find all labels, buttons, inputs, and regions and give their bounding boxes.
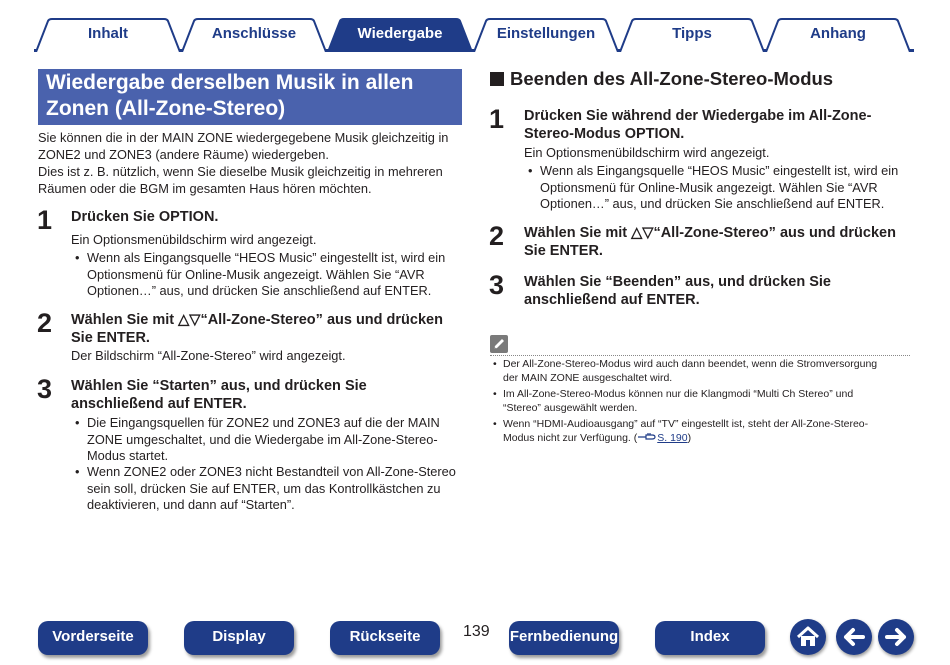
bullet-dot: •	[75, 250, 80, 265]
step-title-line: anschließend auf ENTER.	[524, 292, 700, 308]
section-title-line: Zonen (All-Zone-Stereo)	[46, 97, 286, 120]
tab-einstellungen[interactable]	[472, 18, 620, 52]
memo-pencil-icon	[490, 335, 508, 353]
step-number: 2	[37, 308, 53, 338]
step-number: 3	[37, 374, 53, 404]
tab-label: Einstellungen	[496, 25, 596, 42]
bullet-dot: •	[493, 418, 497, 430]
step-note: Ein Optionsmenübildschirm wird angezeigt.	[524, 145, 770, 160]
note-text: )	[687, 432, 692, 444]
bullet-line: Modus startet.	[87, 448, 169, 463]
bullet-dot: •	[493, 358, 497, 370]
home-button[interactable]	[790, 619, 826, 655]
nav-button-vorderseite[interactable]: Vorderseite	[38, 621, 148, 655]
section-heading	[490, 68, 833, 90]
step-note: Der Bildschirm “All-Zone-Stereo” wird angezeigt.	[71, 348, 346, 363]
page-number: 139	[463, 623, 490, 640]
bullet-line: Optionsmenü für Online-Musik angezeigt. Wählen Sie “AVR	[540, 179, 878, 195]
step-title-line: Sie ENTER.	[524, 243, 603, 259]
nav-button-fernbedienung[interactable]: Fernbedienung	[509, 621, 619, 655]
tab-inhalt[interactable]	[34, 18, 182, 52]
step-title-line: Wählen Sie mit △▽“All-Zone-Stereo” aus und drücken	[71, 312, 443, 328]
page-reference-link[interactable]	[637, 432, 687, 444]
note-line: der MAIN ZONE ausgeschaltet wird.	[503, 372, 673, 384]
tab-label: Tipps	[672, 25, 712, 42]
step-title-line: anschließend auf ENTER.	[71, 396, 247, 412]
intro-line: Sie können die in der MAIN ZONE wiedergegebene Musik gleichzeitig in	[38, 130, 449, 145]
nav-button-rueckseite[interactable]: Rückseite	[330, 621, 440, 655]
bullet-item	[75, 250, 446, 300]
page-reference-text: S. 190	[657, 432, 688, 444]
note-text: Modus nicht zur Verfügung. (	[503, 432, 638, 444]
intro-line: ZONE2 und ZONE3 (andere Räume) wiedergeben.	[38, 147, 329, 162]
tab-wiedergabe[interactable]	[326, 18, 474, 52]
note-line: “Stereo” ausgewählt werden.	[503, 402, 638, 414]
section-title-line: Wiedergabe derselben Musik in allen	[46, 71, 414, 94]
bullet-line: deaktivieren, und dann auf “Starten”.	[87, 497, 295, 512]
bullet-line: Wenn als Eingangsquelle “HEOS Music” eingestellt ist, wird ein	[540, 163, 899, 178]
bullet-item	[528, 163, 899, 213]
step-title	[524, 107, 871, 143]
step-title-line: Wählen Sie “Beenden” aus, und drücken Sie	[524, 274, 831, 290]
note-line: Der All-Zone-Stereo-Modus wird auch dann beendet, wenn die Stromversorgung	[503, 358, 878, 370]
note-line: Wenn “HDMI-Audioausgang” auf “TV” eingestellt ist, steht der All-Zone-Stereo-	[503, 418, 869, 430]
page-reference-hand-icon	[637, 432, 657, 442]
heading-square-icon	[490, 72, 504, 86]
note-line	[503, 431, 868, 445]
step-title-line: Stereo-Modus OPTION.	[524, 126, 685, 142]
bullet-dot: •	[75, 415, 80, 430]
step-title-line: Sie ENTER.	[71, 330, 150, 346]
step-number: 2	[489, 221, 505, 251]
tab-label: Anschlüsse	[211, 25, 297, 42]
bullet-dot: •	[75, 464, 80, 479]
nav-button-index[interactable]: Index	[655, 621, 765, 655]
back-button[interactable]	[836, 619, 872, 655]
tab-tipps[interactable]	[618, 18, 766, 52]
step-title	[71, 377, 367, 413]
bullet-line: Optionsmenü für Online-Musik angezeigt. Wählen Sie “AVR	[87, 266, 425, 282]
intro-line: Räumen oder die BGM im gesamten Haus hören möchten.	[38, 181, 372, 196]
section-title	[38, 69, 462, 125]
tab-label: Anhang	[810, 25, 866, 42]
step-note: Ein Optionsmenübildschirm wird angezeigt.	[71, 232, 317, 247]
bullet-line: Wenn ZONE2 oder ZONE3 nicht Bestandteil von All-Zone-Stereo	[87, 464, 456, 479]
step-title-line: Drücken Sie während der Wiedergabe im All-Zone-	[524, 108, 872, 124]
step-number: 1	[489, 104, 505, 134]
forward-button[interactable]	[878, 619, 914, 655]
step-title-line: Wählen Sie “Starten” aus, und drücken Sie	[71, 378, 367, 394]
bullet-line: ZONE umgeschaltet, und die Wiedergabe im All-Zone-Stereo-	[87, 431, 438, 447]
home-icon	[790, 619, 826, 655]
bullet-dot: •	[493, 388, 497, 400]
note-item	[493, 387, 854, 415]
tab-anhang[interactable]	[764, 18, 912, 52]
tab-label: Wiedergabe	[357, 25, 443, 42]
step-number: 3	[489, 270, 505, 300]
intro-line: Dies ist z. B. nützlich, wenn Sie dieselbe Musik gleichzeitig in mehreren	[38, 164, 443, 179]
note-line: Im All-Zone-Stereo-Modus können nur die Klangmodi “Multi Ch Stereo” und	[503, 388, 854, 400]
tab-anschluesse[interactable]	[180, 18, 328, 52]
bullet-line: Die Eingangsquellen für ZONE2 und ZONE3 auf die der MAIN	[87, 415, 440, 430]
nav-button-display[interactable]: Display	[184, 621, 294, 655]
bullet-item	[75, 464, 456, 514]
step-title	[524, 224, 896, 260]
section-heading-text: Beenden des All-Zone-Stereo-Modus	[510, 68, 834, 89]
forward-arrow-icon	[878, 619, 914, 655]
bullet-line: Wenn als Eingangsquelle “HEOS Music” eingestellt ist, wird ein	[87, 250, 446, 265]
step-title	[524, 273, 831, 309]
bullet-item	[75, 415, 440, 465]
tab-label: Inhalt	[88, 25, 128, 42]
bullet-dot: •	[528, 163, 533, 178]
bullet-line: Optionen…” aus, und drücken Sie anschließend auf ENTER.	[87, 283, 432, 298]
bullet-line: Optionen…” aus, und drücken Sie anschließend auf ENTER.	[540, 196, 885, 211]
step-number: 1	[37, 205, 53, 235]
chapter-tabs	[34, 16, 914, 54]
step-title	[71, 311, 443, 347]
step-title-line: Wählen Sie mit △▽“All-Zone-Stereo” aus und drücken	[524, 225, 896, 241]
bullet-line: sein soll, drücken Sie auf ENTER, um das Kontrollkästchen zu	[87, 480, 441, 496]
intro-paragraph	[38, 129, 448, 197]
back-arrow-icon	[836, 619, 872, 655]
step-title: Drücken Sie OPTION.	[71, 209, 219, 225]
note-item	[493, 417, 869, 445]
note-item	[493, 357, 878, 385]
